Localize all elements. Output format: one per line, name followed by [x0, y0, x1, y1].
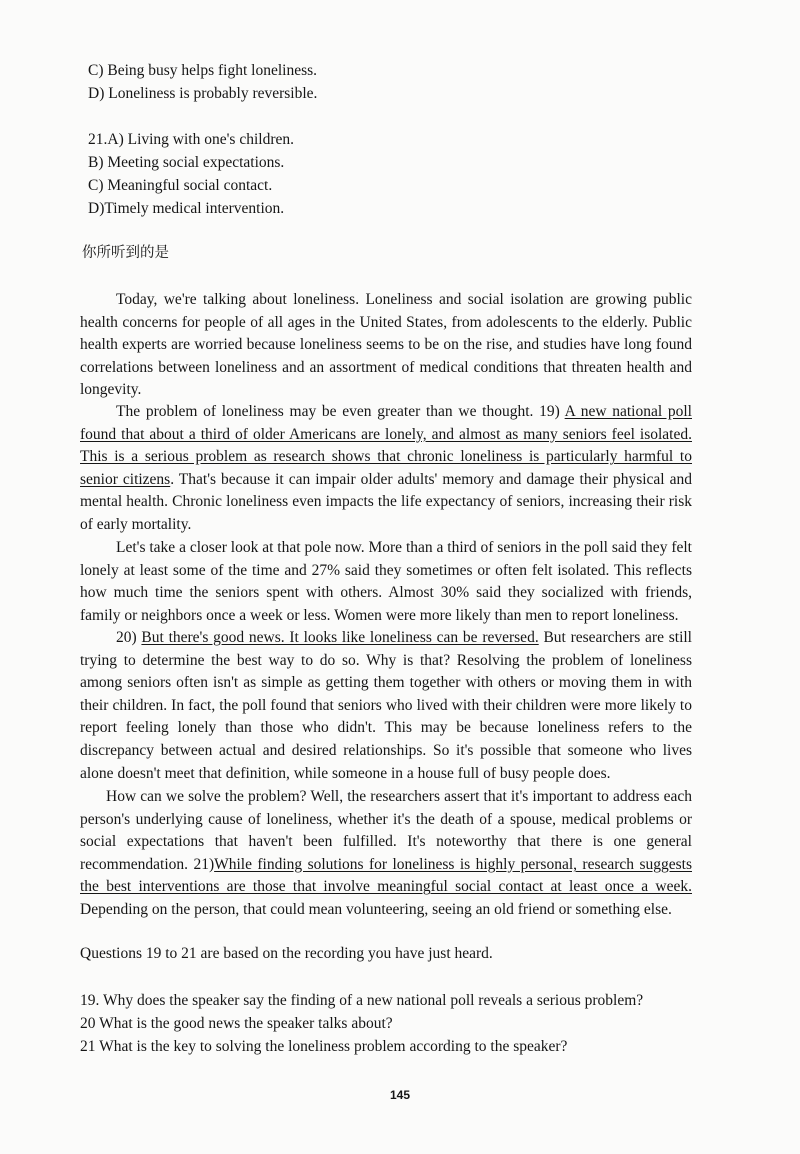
- paragraph-2-text-end: . That's because it can impair older adults' memory and damage their physical and mental health. Chronic loneliness even impacts the life expectancy of seniors, increasing their risk of early mortality.: [80, 470, 692, 533]
- transcript-paragraph-4: [80, 627, 692, 785]
- option-20d: D) Loneliness is probably reversible.: [88, 85, 318, 102]
- paragraph-4-text-end: But researchers are still trying to determine the best way to do so. Why is that? Resolving the problem of loneliness among seniors often isn't as simple as getting them together with others or moving them in with their children. In fact, the poll found that seniors who lived with their children were more likely to report feeling lonely than those who didn't. This may be because loneliness refers to the discrepancy between actual and desired relationships. So it's possible that someone who lives alone doesn't meet that definition, while someone in a house full of busy people does.: [80, 629, 692, 782]
- option-21c: C) Meaningful social contact.: [88, 177, 273, 194]
- answer-20-underline: But there's good news. It looks like loneliness can be reversed.: [141, 629, 539, 646]
- transcript-paragraph-2: [80, 401, 692, 537]
- questions-intro: Questions 19 to 21 are based on the recording you have just heard.: [80, 945, 493, 962]
- paragraph-5-text: How can we solve the problem? Well, the researchers assert that it's important to address each person's underlying cause of loneliness, whether it's the death of a spouse, medical problems or social expectations that haven't been fulfilled. It's noteworthy that there is one general recommendation. 21): [80, 788, 692, 873]
- option-21b: B) Meeting social expectations.: [88, 154, 285, 171]
- question-20: 20 What is the good news the speaker talks about?: [80, 1015, 393, 1032]
- answer-21-underline: While finding solutions for loneliness is highly personal, research suggests the best interventions are those that involve meaningful social contact at least once a week.: [80, 855, 692, 896]
- paragraph-4-text: 20): [116, 629, 142, 646]
- option-21a: 21.A) Living with one's children.: [88, 131, 294, 148]
- transcript-paragraph-3: [80, 537, 692, 627]
- paragraph-3-text: Let's take a closer look at that pole now. More than a third of seniors in the poll said they felt lonely at least some of the time and 27% said they sometimes or often felt isolated. This reflects how much time the seniors spent with others. Almost 30% said they socialized with friends, family or neighbors once a week or less. Women were more likely than men to report loneliness.: [80, 539, 692, 624]
- page-number: 145: [389, 1088, 411, 1102]
- paragraph-1-text: Today, we're talking about loneliness. Loneliness and social isolation are growing public health concerns for people of all ages in the United States, from adolescents to the elderly. Public health experts are worried because loneliness seems to be on the rise, and studies have long found correlations between loneliness and an assortment of medical conditions that threaten health and longevity.: [80, 291, 692, 399]
- question-21: 21 What is the key to solving the loneliness problem according to the speaker?: [80, 1038, 568, 1055]
- answer-19-underline: A new national poll found that about a third of older Americans are lonely, and almost as many seniors feel isolated. This is a serious problem as research shows that chronic loneliness is particularly harmful to senior citizens: [80, 403, 692, 488]
- transcript-heading: 你所听到的是: [82, 245, 169, 261]
- option-20c: C) Being busy helps fight loneliness.: [88, 62, 318, 79]
- question-19: 19. Why does the speaker say the finding of a new national poll reveals a serious problem?: [80, 992, 644, 1009]
- option-21d: D)Timely medical intervention.: [88, 200, 285, 217]
- transcript-paragraph-1: [80, 289, 692, 402]
- paragraph-5-text-end: Depending on the person, that could mean volunteering, seeing an old friend or something else.: [80, 900, 672, 918]
- transcript-paragraph-5: [80, 786, 692, 922]
- paragraph-2-text: The problem of loneliness may be even greater than we thought. 19): [116, 403, 565, 420]
